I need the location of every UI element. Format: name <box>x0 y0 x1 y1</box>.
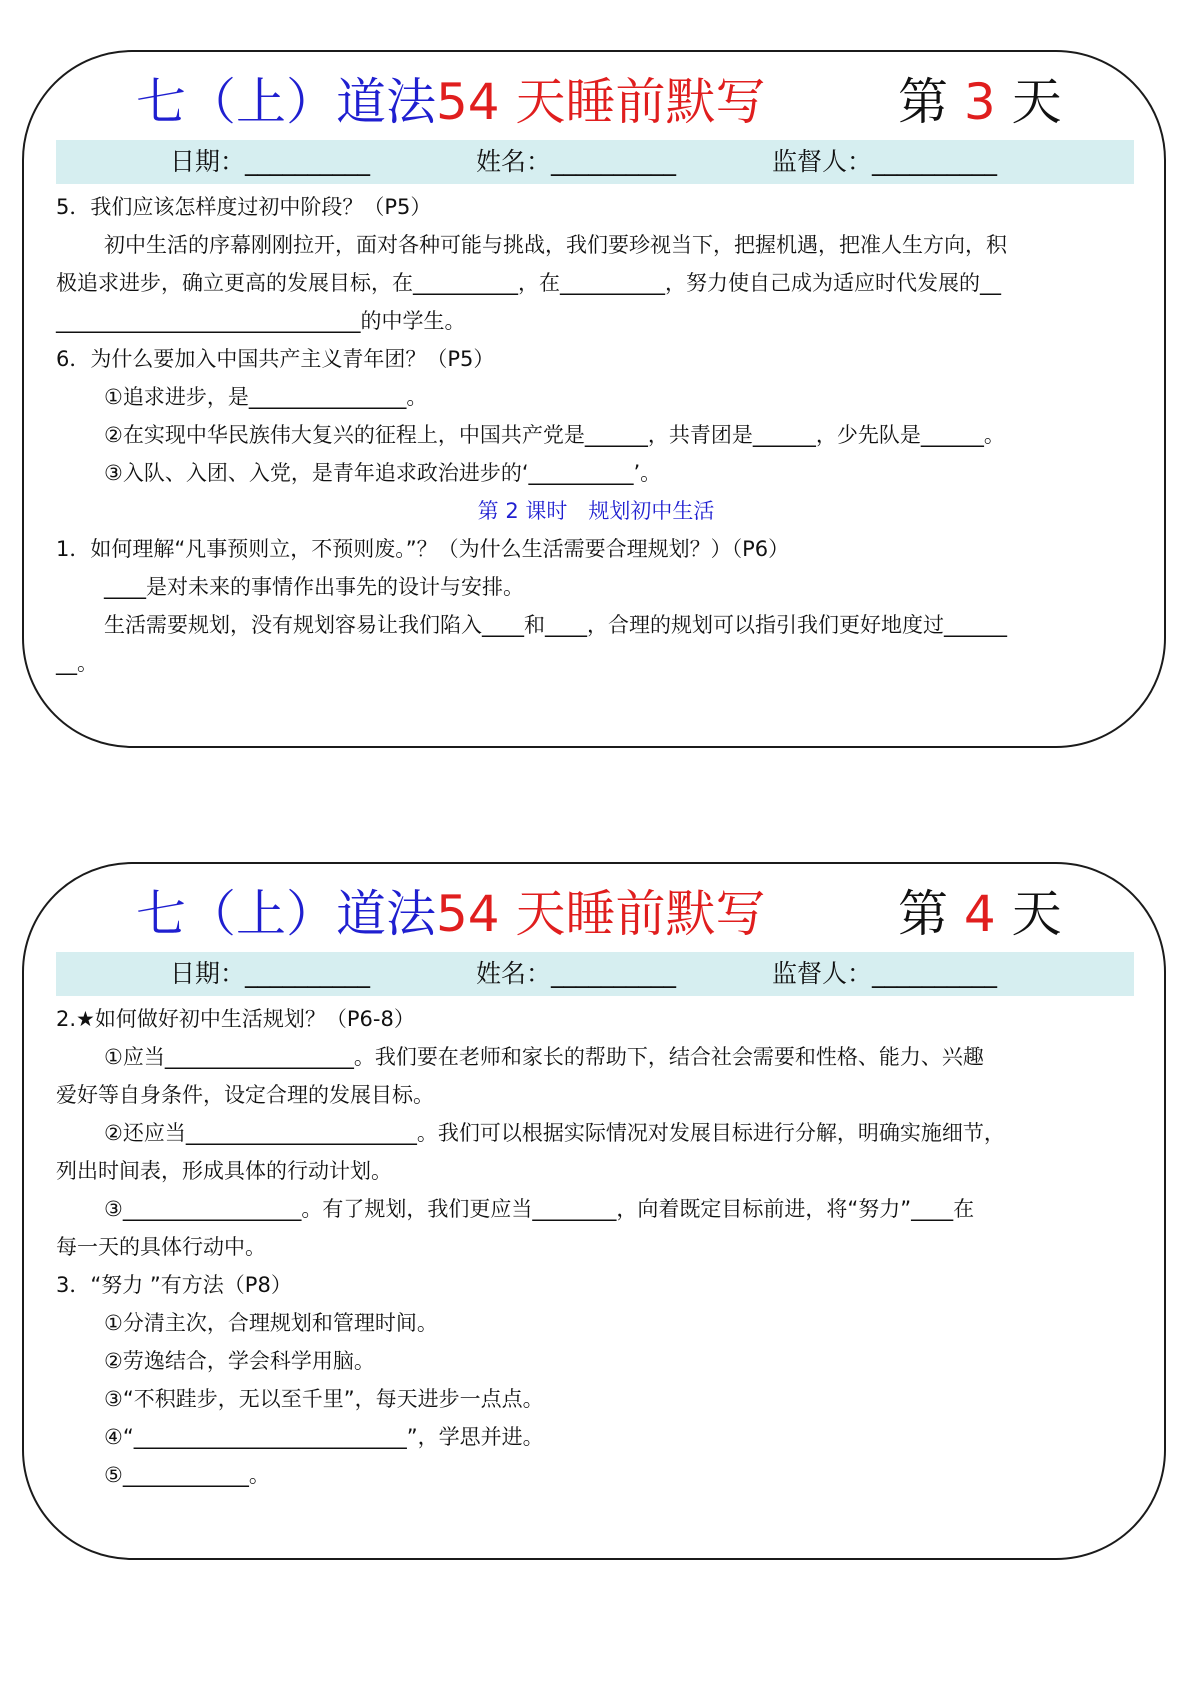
lesson-heading: 第 2 课时 规划初中生活 <box>477 499 715 523</box>
question-heading: 5．我们应该怎样度过初中阶段？（P5） <box>56 195 432 219</box>
text-line: ③入队、入团、入党，是青年追求政治进步的‘__________’。 <box>104 461 662 485</box>
card-title <box>24 874 1164 954</box>
title-day: 第 4 天 <box>898 885 1062 943</box>
card-body <box>56 1000 1136 1494</box>
text-line: ②在实现中华民族伟大复兴的征程上，中国共产党是______，共青团是______，少先队是______。 <box>104 423 1005 447</box>
text-line: ③_________________。有了规划，我们更应当________，向着既定目标前进，将“努力”____在 <box>104 1197 975 1221</box>
question-heading: 6．为什么要加入中国共产主义青年团？（P5） <box>56 347 495 371</box>
info-bar <box>56 140 1134 184</box>
title-day: 第 3 天 <box>898 73 1062 131</box>
supervisor-field: 监督人：__________ <box>772 959 998 988</box>
text-line: 极追求进步，确立更高的发展目标，在__________，在__________，努力使自己成为适应时代发展的__ <box>56 271 1001 295</box>
text-line: ②还应当______________________。我们可以根据实际情况对发展目标进行分解，明确实施细节， <box>104 1121 1005 1145</box>
card-body <box>56 188 1136 682</box>
text-line: ①追求进步，是_______________。 <box>104 385 428 409</box>
text-line: 每一天的具体行动中。 <box>56 1235 266 1259</box>
question-heading: 3．“努力 ”有方法（P8） <box>56 1273 292 1297</box>
name-field: 姓名：__________ <box>476 147 677 176</box>
dictation-card-day-3 <box>22 50 1166 748</box>
text-line: ⑤____________。 <box>104 1463 270 1487</box>
card-title <box>24 62 1164 142</box>
day-number: 3 <box>963 73 996 131</box>
date-field: 日期：__________ <box>170 959 371 988</box>
dictation-card-day-4 <box>22 862 1166 1560</box>
question-heading: 1．如何理解“凡事预则立，不预则废。”？（为什么生活需要合理规划？）（P6） <box>56 537 790 561</box>
text-line: ①分清主次，合理规划和管理时间。 <box>104 1311 438 1335</box>
info-bar <box>56 952 1134 996</box>
text-line: ____是对未来的事情作出事先的设计与安排。 <box>104 575 524 599</box>
day-number: 4 <box>963 885 996 943</box>
text-line: _____________________________的中学生。 <box>56 309 466 333</box>
text-line: 初中生活的序幕刚刚拉开，面对各种可能与挑战，我们要珍视当下，把握机遇，把准人生方向，积 <box>104 233 1007 257</box>
text-line: 生活需要规划，没有规划容易让我们陷入____和____，合理的规划可以指引我们更好地度过______ <box>104 613 1007 637</box>
text-line: 列出时间表，形成具体的行动计划。 <box>56 1159 392 1183</box>
text-line: 爱好等自身条件，设定合理的发展目标。 <box>56 1083 434 1107</box>
text-line: ①应当__________________。我们要在老师和家长的帮助下，结合社会需要和性格、能力、兴趣 <box>104 1045 984 1069</box>
text-line: __。 <box>56 651 98 675</box>
text-line: ②劳逸结合，学会科学用脑。 <box>104 1349 375 1373</box>
date-field: 日期：__________ <box>170 147 371 176</box>
title-subject: 七（上）道法 <box>136 885 436 943</box>
text-line: ③“不积跬步，无以至千里”，每天进步一点点。 <box>104 1387 544 1411</box>
question-heading: 2.★如何做好初中生活规划？（P6-8） <box>56 1007 415 1031</box>
title-subject: 七（上）道法 <box>136 73 436 131</box>
name-field: 姓名：__________ <box>476 959 677 988</box>
title-series: 54 天睡前默写 <box>436 885 766 943</box>
title-series: 54 天睡前默写 <box>436 73 766 131</box>
text-line: ④“__________________________”，学思并进。 <box>104 1425 544 1449</box>
supervisor-field: 监督人：__________ <box>772 147 998 176</box>
